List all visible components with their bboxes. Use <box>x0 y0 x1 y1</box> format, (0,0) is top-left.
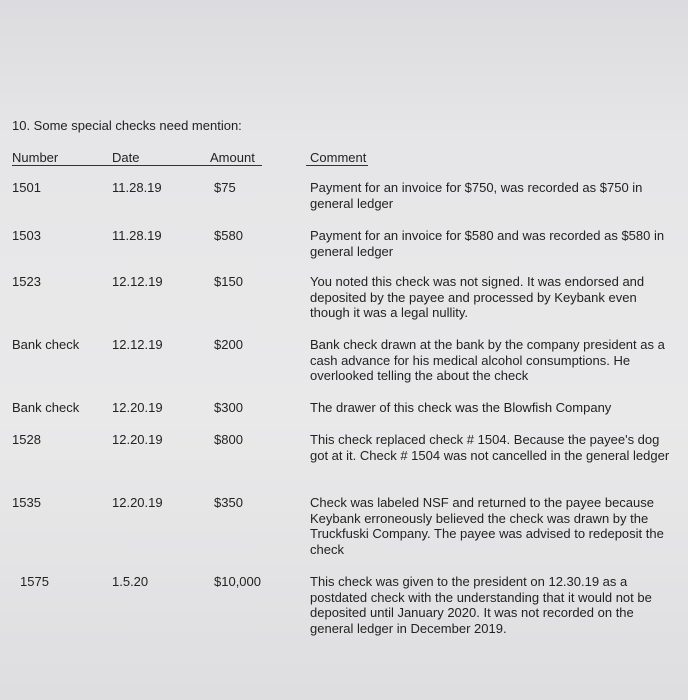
check-comment: Payment for an invoice for $580 and was recorded as $580 in general ledger <box>310 228 665 259</box>
check-number: 1523 <box>12 274 41 289</box>
header-date: Date <box>112 150 140 165</box>
check-number: 1575 <box>20 574 49 589</box>
check-amount: $300 <box>214 400 243 415</box>
check-amount: $10,000 <box>214 574 261 589</box>
check-date: 12.12.19 <box>112 337 163 352</box>
check-comment: Payment for an invoice for $750, was recorded as $750 in general ledger <box>310 180 643 211</box>
check-date: 12.20.19 <box>112 495 163 510</box>
check-comment: This check replaced check # 1504. Because the payee's dog got at it. Check # 1504 was not cancelled in the general ledger <box>310 432 670 463</box>
check-amount: $580 <box>214 228 243 243</box>
check-amount: $75 <box>214 180 236 195</box>
header-underline <box>62 165 262 166</box>
check-date: 11.28.19 <box>112 180 162 195</box>
check-number: 1503 <box>12 228 41 243</box>
check-date: 12.12.19 <box>112 274 163 289</box>
header-amount: Amount <box>210 150 255 165</box>
check-amount: $150 <box>214 274 243 289</box>
check-comment: You noted this check was not signed. It was endorsed and deposited by the payee and processed by Keybank even though it was a legal nullity. <box>310 274 645 320</box>
header-comment: Comment <box>310 150 367 165</box>
section-heading: 10. Some special checks need mention: <box>12 118 242 133</box>
check-number: 1528 <box>12 432 41 447</box>
check-number: Bank check <box>12 400 80 415</box>
check-comment: The drawer of this check was the Blowfish Company <box>310 400 612 415</box>
check-amount: $800 <box>214 432 243 447</box>
check-date: 12.20.19 <box>112 432 163 447</box>
check-number: 1501 <box>12 180 41 195</box>
check-amount: $200 <box>214 337 243 352</box>
header-underline <box>306 165 368 166</box>
check-date: 1.5.20 <box>112 574 149 589</box>
check-number: 1535 <box>12 495 41 510</box>
check-comment: Check was labeled NSF and returned to the payee because Keybank erroneously believed the check was drawn by the Truckfuski Company. The payee was advised to redeposit the check <box>310 495 664 557</box>
check-amount: $350 <box>214 495 243 510</box>
check-date: 12.20.19 <box>112 400 163 415</box>
header-number: Number <box>12 150 59 165</box>
check-comment: This check was given to the president on 12.30.19 as a postdated check with the understanding that it would not be deposited until January 2020. It was not recorded on the general ledger in December 2019. <box>310 574 652 636</box>
check-comment: Bank check drawn at the bank by the company president as a cash advance for his medical alcohol consumptions. He overlooked telling the about the check <box>310 337 665 383</box>
check-date: 11.28.19 <box>112 228 162 243</box>
header-underline <box>12 165 62 166</box>
check-number: Bank check <box>12 337 80 352</box>
